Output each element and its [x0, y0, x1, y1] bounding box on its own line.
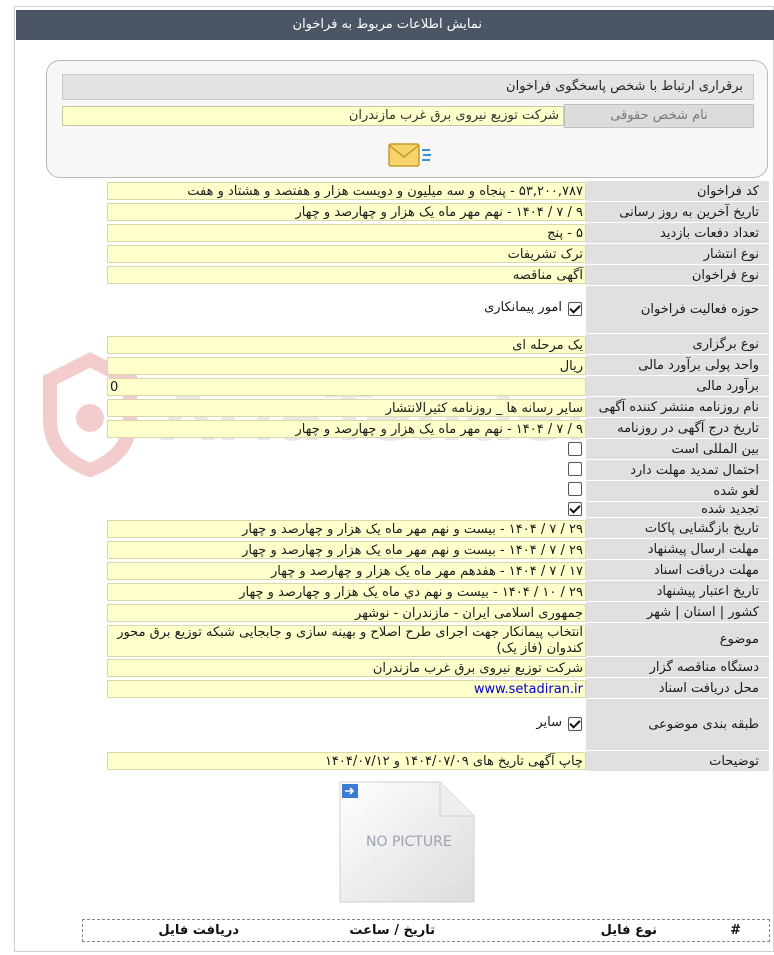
doc-place-label: محل دریافت اسناد — [586, 678, 769, 699]
extension-label: احتمال تمدید مهلت دارد — [586, 460, 769, 481]
doc-place-link[interactable]: www.setadiran.ir — [107, 680, 586, 698]
subject-label: موضوع — [586, 623, 769, 657]
international-checkbox[interactable] — [568, 442, 582, 456]
doc-deadline-label: مهلت دریافت اسناد — [586, 560, 769, 581]
notes-label: توضیحات — [586, 751, 769, 772]
publish-type-label: نوع انتشار — [586, 244, 769, 265]
category-label: طبقه بندی موضوعی — [586, 699, 769, 751]
last-update-label: تاریخ آخرین به روز رسانی — [586, 202, 769, 223]
validity-label: تاریخ اعتبار پیشنهاد — [586, 581, 769, 602]
cancelled-label: لغو شده — [586, 481, 769, 502]
call-code-label: کد فراخوان — [586, 181, 769, 202]
newspaper-label: نام روزنامه منتشر کننده آگهی — [586, 397, 769, 418]
organizer-label: دستگاه مناقصه گزار — [586, 657, 769, 678]
call-type-label: نوع فراخوان — [586, 265, 769, 286]
newspaper-date-label: تاریخ درج آگهی در روزنامه — [586, 418, 769, 439]
international-label: بین المللی است — [586, 439, 769, 460]
col-date-time: تاریخ / ساعت — [349, 923, 435, 938]
renewed-checkbox[interactable] — [568, 502, 582, 516]
legal-person-label: نام شخص حقوقی — [564, 104, 754, 128]
category-value: سایر — [536, 715, 562, 730]
category-checkbox[interactable] — [568, 717, 582, 731]
publish-type-value: ترک تشریفات — [107, 245, 586, 263]
currency-label: واحد پولی برآورد مالی — [586, 355, 769, 376]
no-picture-image — [336, 780, 478, 904]
extension-checkbox[interactable] — [568, 462, 582, 476]
location-label: کشور | استان | شهر — [586, 602, 769, 623]
col-file-type: نوع فایل — [600, 923, 657, 938]
offer-deadline-label: مهلت ارسال پیشنهاد — [586, 539, 769, 560]
call-code-value: ۵۳,۲۰۰,۷۸۷ - پنجاه و سه میلیون و دویست هزار و هفتصد و هشتاد و هفت — [107, 182, 586, 200]
organizer-value: شرکت توزیع نیروی برق غرب مازندران — [107, 659, 586, 677]
newspaper-value: سایر رسانه ها _ روزنامه کثیرالانتشار — [107, 399, 586, 417]
newspaper-date-value: ۹ / ۷ / ۱۴۰۴ - نهم مهر ماه یک هزار و چهارصد و چهار — [107, 420, 586, 438]
legal-person-value: شرکت توزیع نیروی برق غرب مازندران — [62, 106, 564, 126]
envelope-open-value: ۲۹ / ۷ / ۱۴۰۴ - بیست و نهم مهر ماه یک هزار و چهارصد و چهار — [107, 520, 586, 538]
activity-label: حوزه فعالیت فراخوان — [586, 286, 769, 334]
validity-value: ۲۹ / ۱۰ / ۱۴۰۴ - بیست و نهم دي ماه یک هزار و چهارصد و چهار — [107, 583, 586, 601]
subject-value: انتخاب پیمانکار جهت اجرای طرح اصلاح و بهینه سازی و جابجایی شبکه توزیع برق محور کندوان (فاز یک) — [107, 625, 586, 657]
visits-label: تعداد دفعات بازدید — [586, 223, 769, 244]
estimate-label: برآورد مالی — [586, 376, 769, 397]
holding-type-label: نوع برگزاری — [586, 334, 769, 355]
renewed-label: تجدید شده — [586, 502, 769, 518]
activity-value: امور پیمانکاری — [484, 300, 562, 315]
last-update-value: ۹ / ۷ / ۱۴۰۴ - نهم مهر ماه یک هزار و چهارصد و چهار — [107, 203, 586, 221]
col-index: # — [730, 923, 741, 938]
offer-deadline-value: ۲۹ / ۷ / ۱۴۰۴ - بیست و نهم مهر ماه یک هزار و چهارصد و چهار — [107, 541, 586, 559]
page-title: نمایش اطلاعات مربوط به فراخوان — [16, 10, 774, 40]
estimate-value: 0 — [107, 378, 586, 396]
location-value: جمهوری اسلامی ایران - مازندران - نوشهر — [107, 604, 586, 622]
doc-deadline-value: ۱۷ / ۷ / ۱۴۰۴ - هفدهم مهر ماه یک هزار و چهارصد و چهار — [107, 562, 586, 580]
envelope-open-label: تاریخ بازگشایی پاکات — [586, 518, 769, 539]
activity-checkbox[interactable] — [568, 302, 582, 316]
no-picture-text: NO PICTURE — [366, 834, 452, 850]
holding-type-value: یک مرحله ای — [107, 336, 586, 354]
cancelled-checkbox[interactable] — [568, 482, 582, 496]
col-download: دریافت فایل — [158, 923, 239, 938]
call-type-value: آگهی مناقصه — [107, 266, 586, 284]
files-table-header — [82, 919, 770, 942]
currency-value: ریال — [107, 357, 586, 375]
notes-value: چاپ آگهی تاریخ های ۱۴۰۴/۰۷/۰۹ و ۱۴۰۴/۰۷/۱۲ — [107, 752, 586, 770]
visits-value: ۵ - پنج — [107, 224, 586, 242]
contact-title: برقراری ارتباط با شخص پاسخگوی فراخوان — [62, 74, 754, 100]
